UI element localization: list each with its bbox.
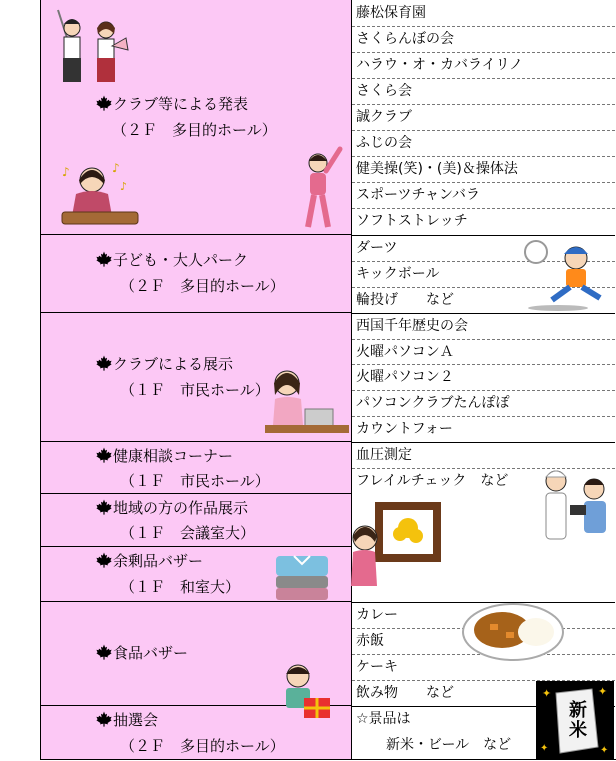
- row-divider: [352, 78, 615, 79]
- list-item: 藤松保育園: [356, 5, 426, 21]
- list-item: キックボール: [356, 266, 440, 282]
- list-item: さくらんぼの会: [356, 31, 454, 47]
- section-divider: [352, 235, 615, 236]
- section-title: 地域の方の作品展示: [96, 498, 248, 518]
- list-item: 誠クラブ: [356, 109, 412, 125]
- section-location: （１Ｆ 会議室大）: [120, 524, 256, 542]
- section-location: （２Ｆ 多目的ホール）: [120, 737, 285, 755]
- maple-leaf-icon: [96, 499, 112, 515]
- list-item: 火曜パソコンＡ: [356, 344, 454, 360]
- list-item: 飲み物 など: [356, 685, 454, 701]
- lottery-boy-illustration: [274, 660, 336, 722]
- exercise-woman-illustration: [298, 143, 348, 233]
- svg-text:✦: ✦: [600, 745, 609, 756]
- row-divider: [352, 390, 615, 391]
- section-title: 健康相談コーナー: [96, 446, 233, 466]
- svg-text:✦: ✦: [598, 685, 608, 698]
- list-item: パソコンクラブたんぽぽ: [356, 395, 510, 411]
- list-item: ☆景品は: [356, 711, 411, 727]
- maple-leaf-icon: [96, 251, 112, 267]
- row-divider: [352, 208, 615, 209]
- list-item: ハラウ・オ・カバライリノ: [356, 57, 524, 73]
- row-divider: [352, 182, 615, 183]
- list-item: さくら会: [356, 83, 412, 99]
- list-item: カレー: [356, 607, 398, 623]
- list-item: 健美操(笑)・(美)＆操体法: [356, 161, 518, 177]
- sword-performers-illustration: [50, 8, 132, 86]
- row-divider: [352, 104, 615, 105]
- list-item: 輪投げ など: [356, 292, 454, 308]
- section-location: （２Ｆ 多目的ホール）: [120, 277, 285, 295]
- section-title: クラブ等による発表: [96, 94, 248, 114]
- row-divider: [352, 52, 615, 53]
- svg-text:✦: ✦: [542, 687, 552, 700]
- laptop-woman-illustration: [263, 365, 353, 443]
- svg-text:♪: ♪: [62, 165, 70, 179]
- maple-leaf-icon: [96, 711, 112, 727]
- list-item: スポーツチャンバラ: [356, 187, 481, 203]
- koto-player-illustration: [60, 160, 140, 230]
- section-title: クラブによる展示: [96, 354, 233, 374]
- art-viewer-illustration: [345, 498, 445, 592]
- blood-pressure-check-illustration: [534, 465, 614, 545]
- list-item: 新米・ビール など: [386, 737, 512, 753]
- section-location: （１Ｆ 和室大）: [120, 578, 241, 596]
- section-title: 余剰品バザー: [96, 551, 203, 571]
- list-item: カウントフォー: [356, 421, 453, 437]
- row-divider: [352, 26, 615, 27]
- list-item: ふじの会: [356, 135, 412, 151]
- svg-text:♪: ♪: [120, 180, 128, 193]
- row-divider: [352, 416, 615, 417]
- list-item: フレイルチェック など: [356, 473, 509, 489]
- list-item: 赤飯: [356, 633, 384, 649]
- list-item: ソフトストレッチ: [356, 213, 468, 229]
- rice-bag-label: 新米: [569, 700, 587, 741]
- rice-bag-badge: [536, 681, 614, 759]
- curry-plate-illustration: [460, 600, 566, 664]
- maple-leaf-icon: [96, 355, 112, 371]
- list-item: 西国千年歴史の会: [356, 318, 468, 334]
- section-title: 食品バザー: [96, 643, 188, 663]
- folded-clothes-illustration: [270, 548, 334, 606]
- section-location: （１Ｆ 市民ホール）: [120, 472, 270, 490]
- section-divider: [352, 442, 615, 443]
- list-item: ケーキ: [356, 659, 398, 675]
- svg-text:✦: ✦: [540, 743, 549, 754]
- section-title: 子ども・大人パーク: [96, 250, 248, 270]
- list-item: ダーツ: [356, 240, 398, 256]
- section-title: 抽選会: [96, 710, 158, 730]
- maple-leaf-icon: [96, 95, 112, 111]
- maple-leaf-icon: [96, 552, 112, 568]
- section-location: （２Ｆ 多目的ホール）: [112, 121, 277, 139]
- row-divider: [352, 156, 615, 157]
- list-item: 血圧測定: [356, 447, 412, 463]
- row-divider: [352, 130, 615, 131]
- section-location: （１Ｆ 市民ホール）: [120, 381, 270, 399]
- list-item: 火曜パソコン２: [356, 369, 454, 385]
- maple-leaf-icon: [96, 644, 112, 660]
- row-divider: [352, 364, 615, 365]
- kickball-boy-illustration: [518, 238, 612, 316]
- svg-text:♪: ♪: [112, 161, 120, 175]
- maple-leaf-icon: [96, 447, 112, 463]
- row-divider: [352, 339, 615, 340]
